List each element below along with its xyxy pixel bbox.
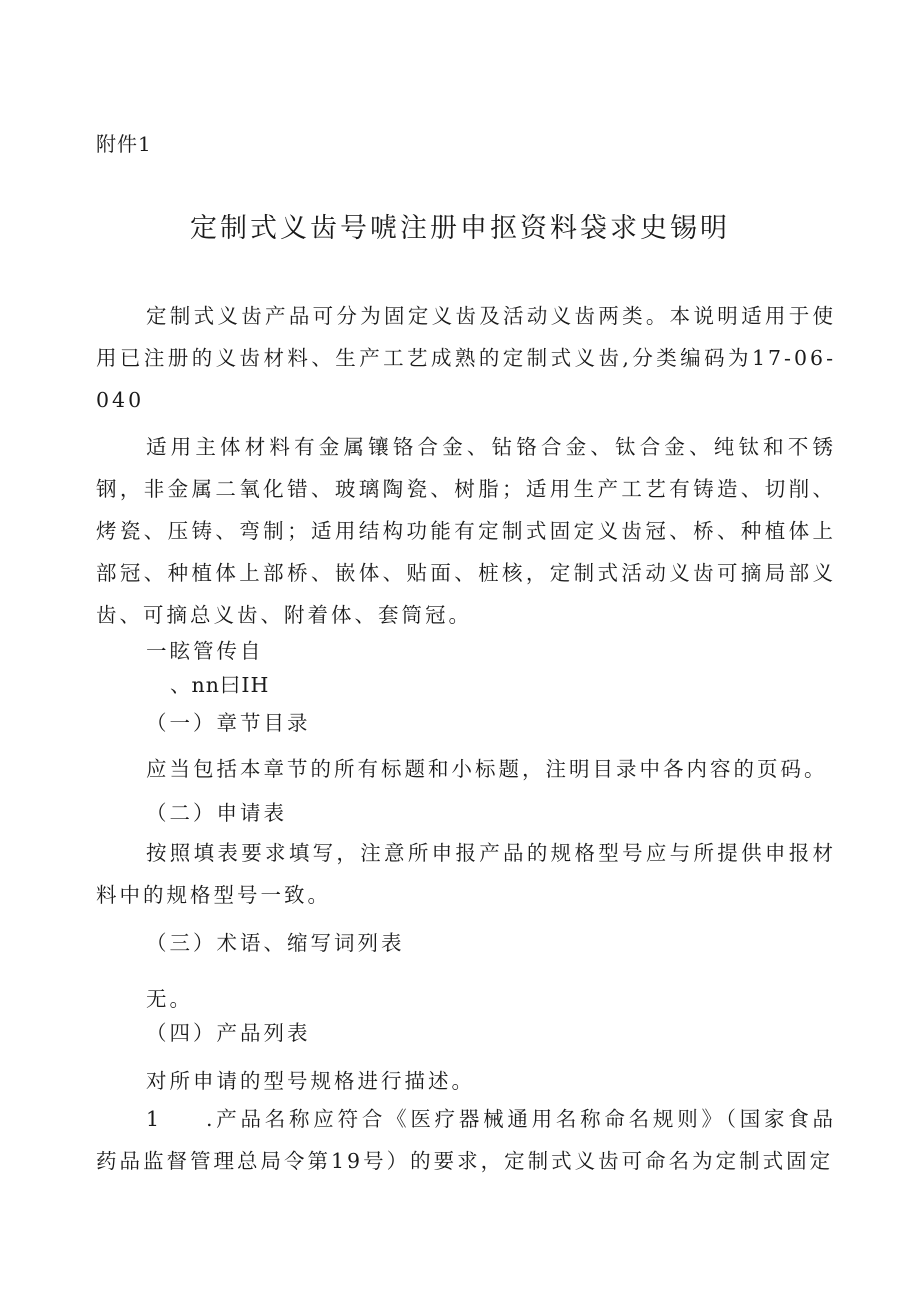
section-heading-application-form: （二）申请表 xyxy=(146,801,287,825)
list-item-product-name xyxy=(96,1098,836,1182)
section-heading-terms: （三）术语、缩写词列表 xyxy=(146,931,405,955)
chapter-heading-garbled: 一眩管传自 xyxy=(146,639,264,663)
list-item-number: 1 xyxy=(146,1107,163,1131)
section-body-toc: 应当包括本章节的所有标题和小标题，注明目录中各内容的页码。 xyxy=(146,757,828,781)
attachment-label: 附件1 xyxy=(96,132,152,156)
document-title: 定制式义齿号唬注册申抠资料袋求史锡明 xyxy=(190,213,730,244)
subheading-garbled: 、nn曰IH xyxy=(170,673,270,697)
section-heading-toc: （一）章节目录 xyxy=(146,711,311,735)
list-item-text: .产品名称应符合《医疗器械通用名称命名规则》（国家食品药品监督管理总局令第19号）的要求，定制式义齿可命名为定制式固定 xyxy=(96,1107,836,1173)
intro-paragraph: 定制式义齿产品可分为固定义齿及活动义齿两类。本说明适用于使用已注册的义齿材料、生产工艺成熟的定制式义齿,分类编码为17-06-040 xyxy=(96,304,836,412)
section-body-terms: 无。 xyxy=(146,987,193,1011)
section-heading-product-list: （四）产品列表 xyxy=(146,1021,311,1045)
section-body-application-form: 按照填表要求填写，注意所申报产品的规格型号应与所提供申报材料中的规格型号一致。 xyxy=(96,841,836,907)
section-body-product-list: 对所申请的型号规格进行描述。 xyxy=(146,1069,475,1093)
scope-paragraph: 适用主体材料有金属镶铬合金、钻铬合金、钛合金、纯钛和不锈钢，非金属二氧化错、玻璃陶瓷、树脂；适用生产工艺有铸造、切削、烤瓷、压铸、弯制；适用结构功能有定制式固定义齿冠、桥、种植体上部冠、种植体上部桥、嵌体、贴面、桩核，定制式活动义齿可摘局部义齿、可摘总义齿、附着体、套筒冠。 xyxy=(96,435,836,627)
